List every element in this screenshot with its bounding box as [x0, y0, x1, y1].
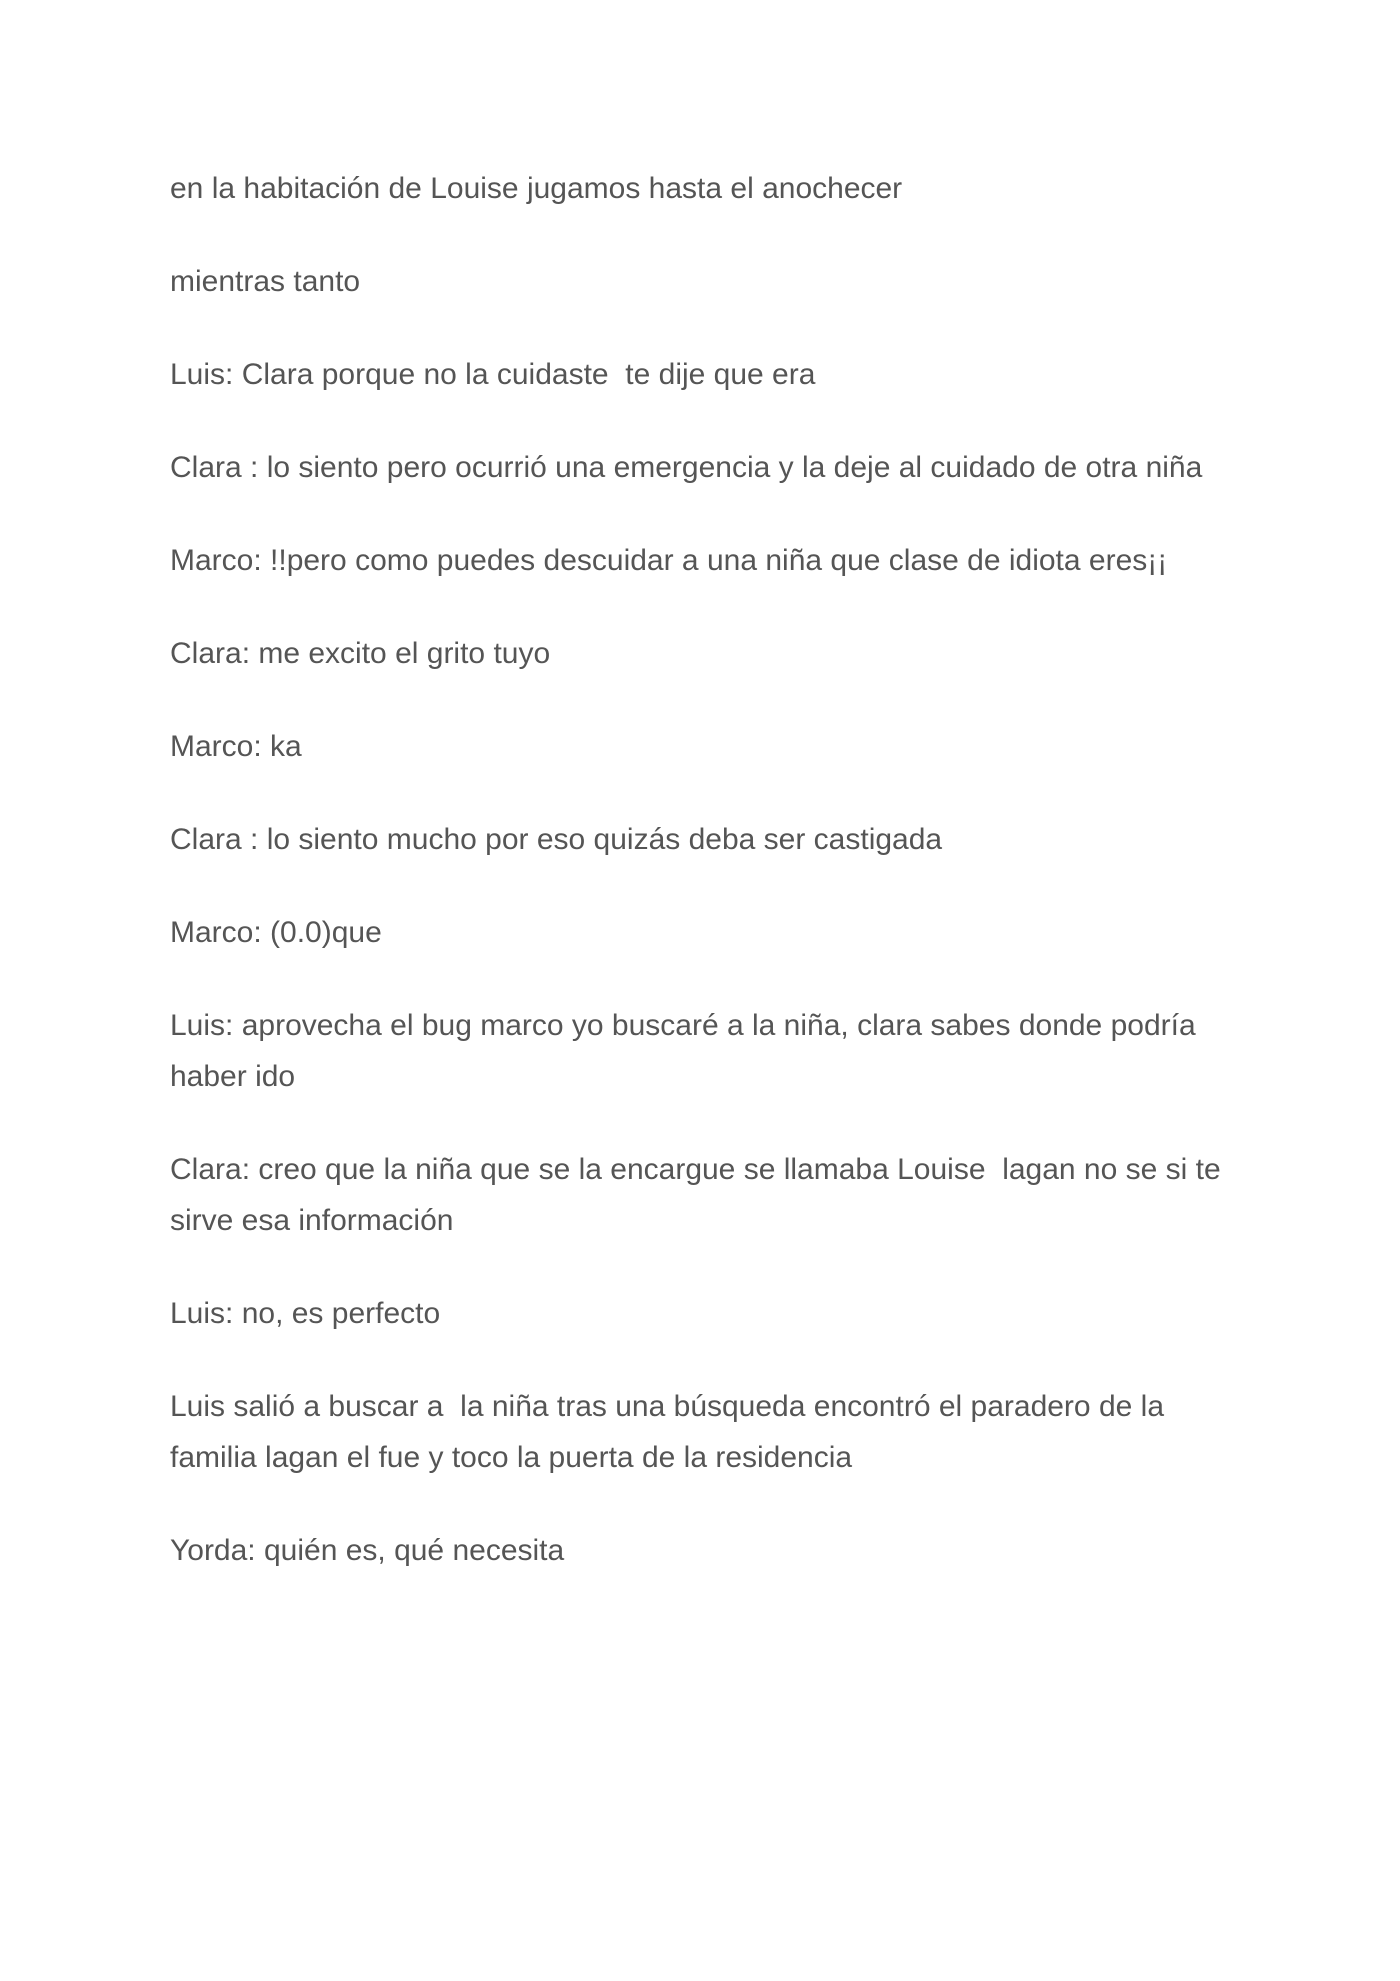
- paragraph: Marco: ka: [170, 730, 302, 763]
- paragraph: mientras tanto: [170, 265, 361, 298]
- paragraph: Yorda: quién es, qué necesita: [170, 1534, 565, 1567]
- paragraph: Luis salió a buscar a la niña tras una búsqueda encontró el paradero de la familia lagan el fue y toco la puerta de la residencia: [170, 1390, 1173, 1474]
- paragraph: Luis: Clara porque no la cuidaste te dije que era: [170, 358, 816, 391]
- paragraph: Luis: no, es perfecto: [170, 1297, 441, 1330]
- paragraph: Clara: me excito el grito tuyo: [170, 637, 551, 670]
- paragraph: en la habitación de Louise jugamos hasta el anochecer: [170, 172, 903, 205]
- document-body: [170, 163, 1250, 1618]
- paragraph: Marco: (0.0)que: [170, 916, 382, 949]
- paragraph: Marco: !!pero como puedes descuidar a una niña que clase de idiota eres¡¡: [170, 544, 1168, 577]
- paragraph: Luis: aprovecha el bug marco yo buscaré a la niña, clara sabes donde podría haber ido: [170, 1009, 1204, 1093]
- paragraph: Clara: creo que la niña que se la encargue se llamaba Louise lagan no se si te sirve esa información: [170, 1153, 1230, 1237]
- paragraph: Clara : lo siento pero ocurrió una emergencia y la deje al cuidado de otra niña: [170, 451, 1203, 484]
- paragraph: Clara : lo siento mucho por eso quizás deba ser castigada: [170, 823, 943, 856]
